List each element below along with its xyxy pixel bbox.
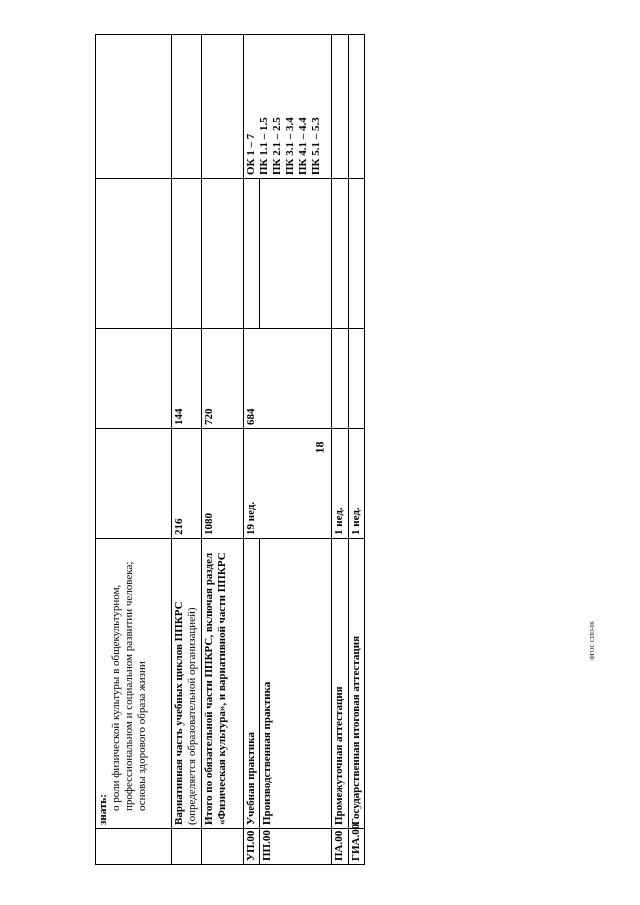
- up-required: 684: [244, 329, 332, 429]
- table-row-gia: [348, 35, 364, 865]
- up-title: Учебная практика: [244, 539, 260, 829]
- pp-code: ПП.00: [260, 829, 332, 865]
- gia-max: 1 нед.: [348, 429, 364, 539]
- page-number: 18: [312, 441, 327, 454]
- up-max: 19 нед.: [244, 429, 332, 539]
- total-title: Итого по обязательной части ППКРС, включая раздел «Физическая культура», и вариативной части ППКРС: [201, 539, 244, 829]
- pa-code: ПА.00: [332, 829, 348, 865]
- variative-required: 144: [172, 329, 201, 429]
- knowledge-item: основы здорового образа жизни: [136, 661, 148, 811]
- total-required: 720: [201, 329, 244, 429]
- variative-note: (определяется образовательной организацией): [186, 607, 199, 825]
- variative-title: Вариативная часть учебных циклов ППКРС: [173, 601, 186, 825]
- competency: ПК 2.1 – 2.5: [271, 117, 284, 175]
- up-competencies: [244, 35, 332, 179]
- knowledge-label: знать:: [97, 794, 109, 825]
- table-row-total: [201, 35, 244, 865]
- gia-title: Государственная итоговая аттестация: [348, 539, 364, 829]
- curriculum-table: [95, 35, 365, 865]
- table-row-up: [244, 35, 260, 865]
- pa-max: 1 нед.: [332, 429, 348, 539]
- total-max: 1080: [201, 429, 244, 539]
- knowledge-item: о роли физической культуры в общекультурном, профессиональном и социальном развитии человека;: [110, 561, 135, 811]
- table-row-pa: [332, 35, 348, 865]
- competency: ПК 3.1 – 3.4: [284, 117, 297, 175]
- cell-knowledge: [96, 539, 172, 829]
- table-row-variative: [172, 35, 201, 865]
- table-row-knowledge: [96, 35, 172, 865]
- footer-code: ФГОС СПО-06: [590, 621, 596, 660]
- variative-max: 216: [172, 429, 201, 539]
- gia-code: ГИА.00: [348, 829, 364, 865]
- pp-title: Производственная практика: [260, 539, 332, 829]
- pa-title: Промежуточная аттестация: [332, 539, 348, 829]
- competency: ПК 5.1 – 5.3: [310, 117, 323, 175]
- competency: ПК 4.1 – 4.4: [297, 117, 310, 175]
- up-code: УП.00: [244, 829, 260, 865]
- competency: ПК 1.1 – 1.5: [258, 117, 271, 175]
- competency: ОК 1 – 7: [245, 133, 258, 175]
- cell-code: [96, 829, 172, 865]
